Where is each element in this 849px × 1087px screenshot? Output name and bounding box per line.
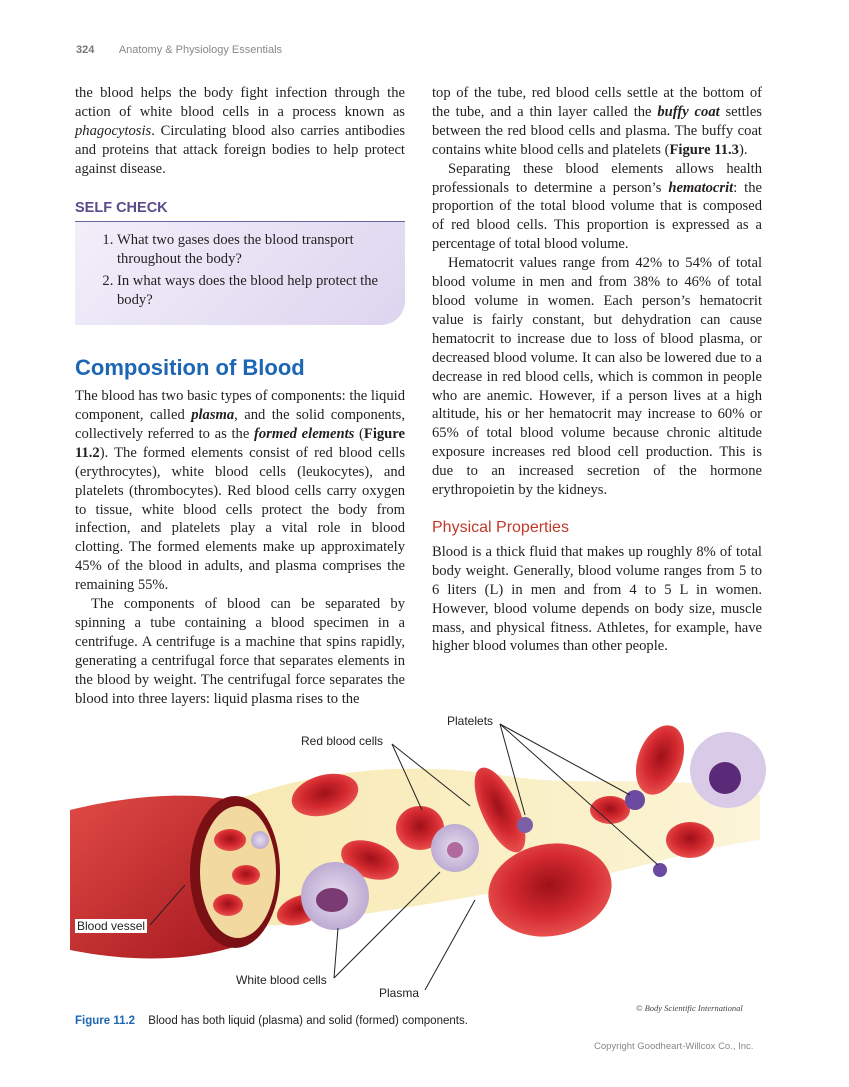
page-number: 324 xyxy=(76,44,95,56)
label-white-blood-cells: White blood cells xyxy=(236,973,327,987)
buffy-coat-paragraph: top of the tube, red blood cells settle at the bottom of the tube, and a thin layer called the buffy coat settles between the red blood cells and plasma. The buffy coat contains white blood cells and platelets (Figure 11.3). xyxy=(432,85,762,158)
self-check-question: 1. What two gases does the blood transport throughout the body? xyxy=(117,231,391,269)
figure-reference: Figure 11.2 xyxy=(75,425,405,461)
figure-reference: Figure 11.3 xyxy=(669,141,739,158)
label-red-blood-cells: Red blood cells xyxy=(301,734,384,748)
section-title: Composition of Blood xyxy=(75,355,305,381)
hematocrit-values-paragraph: Hematocrit values range from 42% to 54% of total blood volume in men and from 38% to 46% of total blood volume in women. Each person’s hematocrit value is fairly constant, but dehydration can cause hematocrit to increase due to loss of blood plasma, or decreased blood volume. It can also be lowered due to a decrease in red blood cells, which is common in people who are anemic. However, if a person lives at a high altitude, his or her hematocrit may increase to 60% or 65% of total blood volume because chronic altitude exposure increases red blood cell production. This is due to an increased secretion of the hormone erythropoietin by the kidneys. xyxy=(432,255,762,499)
figure-credit: © Body Scientific International xyxy=(636,1003,743,1013)
physical-properties-paragraph: Blood is a thick fluid that makes up roughly 8% of total body weight. Generally, blood volume ranges from 5 to 6 liters (L) in men and from 4 to 5 L in women. However, blood volume depends on body size, muscle mass, and physical fitness. Athletes, for example, have higher blood volumes than other people. xyxy=(432,543,762,655)
hematocrit-paragraph: Separating these blood elements allows health professionals to determine a person’s hematocrit: the proportion of the total blood volume that is composed of red blood cells. This proportion is expressed as a percentage of total blood volume. xyxy=(432,160,762,253)
term-formed-elements: formed elements xyxy=(254,425,355,442)
blood-illustration-art xyxy=(70,700,770,1000)
running-header xyxy=(76,44,282,56)
intro-paragraph: the blood helps the body fight infection through the action of white blood cells in a process known as phagocytosis. Circulating blood also carries antibodies and proteins that attack foreign bodies to help protect against disease. xyxy=(75,85,405,177)
copyright: Copyright Goodheart-Willcox Co., Inc. xyxy=(594,1041,754,1052)
right-column xyxy=(432,84,762,656)
self-check-box xyxy=(75,222,405,325)
subsection-title: Physical Properties xyxy=(432,518,569,536)
book-title: Anatomy & Physiology Essentials xyxy=(118,44,283,56)
label-platelets: Platelets xyxy=(447,714,494,728)
figure-caption xyxy=(75,1015,468,1027)
term-hematocrit: hematocrit xyxy=(668,179,734,196)
centrifuge-paragraph: The components of blood can be separated by spinning a tube containing a blood specimen in a centrifuge. A centrifuge is a machine that spins rapidly, generating a centrifugal force that separates elements in the blood by weight. The centrifugal force separates the blood into three layers: liquid plasma rises to the xyxy=(75,596,405,707)
label-blood-vessel: Blood vessel xyxy=(77,919,146,933)
self-check-title: SELF CHECK xyxy=(75,199,405,223)
blood-illustration xyxy=(70,700,770,1000)
self-check-question: 2. In what ways does the blood help protect the body? xyxy=(117,272,391,310)
left-column xyxy=(75,84,405,708)
figure-number: Figure 11.2 xyxy=(75,1015,136,1027)
figure-caption-text: Blood has both liquid (plasma) and solid (formed) components. xyxy=(148,1015,468,1027)
term-buffy-coat: buffy coat xyxy=(657,103,720,120)
composition-paragraph: The blood has two basic types of components: the liquid component, called plasma, and the solid components, collectively referred to as the formed elements (Figure 11.2). The formed elements consist of red blood cells (erythrocytes), white blood cells (leukocytes), and platelets (thrombocytes). Red blood cells carry oxygen to tissue, white blood cells protect the body from infection, and platelets play a vital role in blood clotting. The formed elements make up approximately 45% of the blood in adults, and plasma comprises the remaining 55%. xyxy=(75,388,405,594)
term-plasma: plasma xyxy=(191,406,235,423)
term-phagocytosis: phagocytosis xyxy=(75,122,152,139)
label-plasma: Plasma xyxy=(379,986,420,1000)
